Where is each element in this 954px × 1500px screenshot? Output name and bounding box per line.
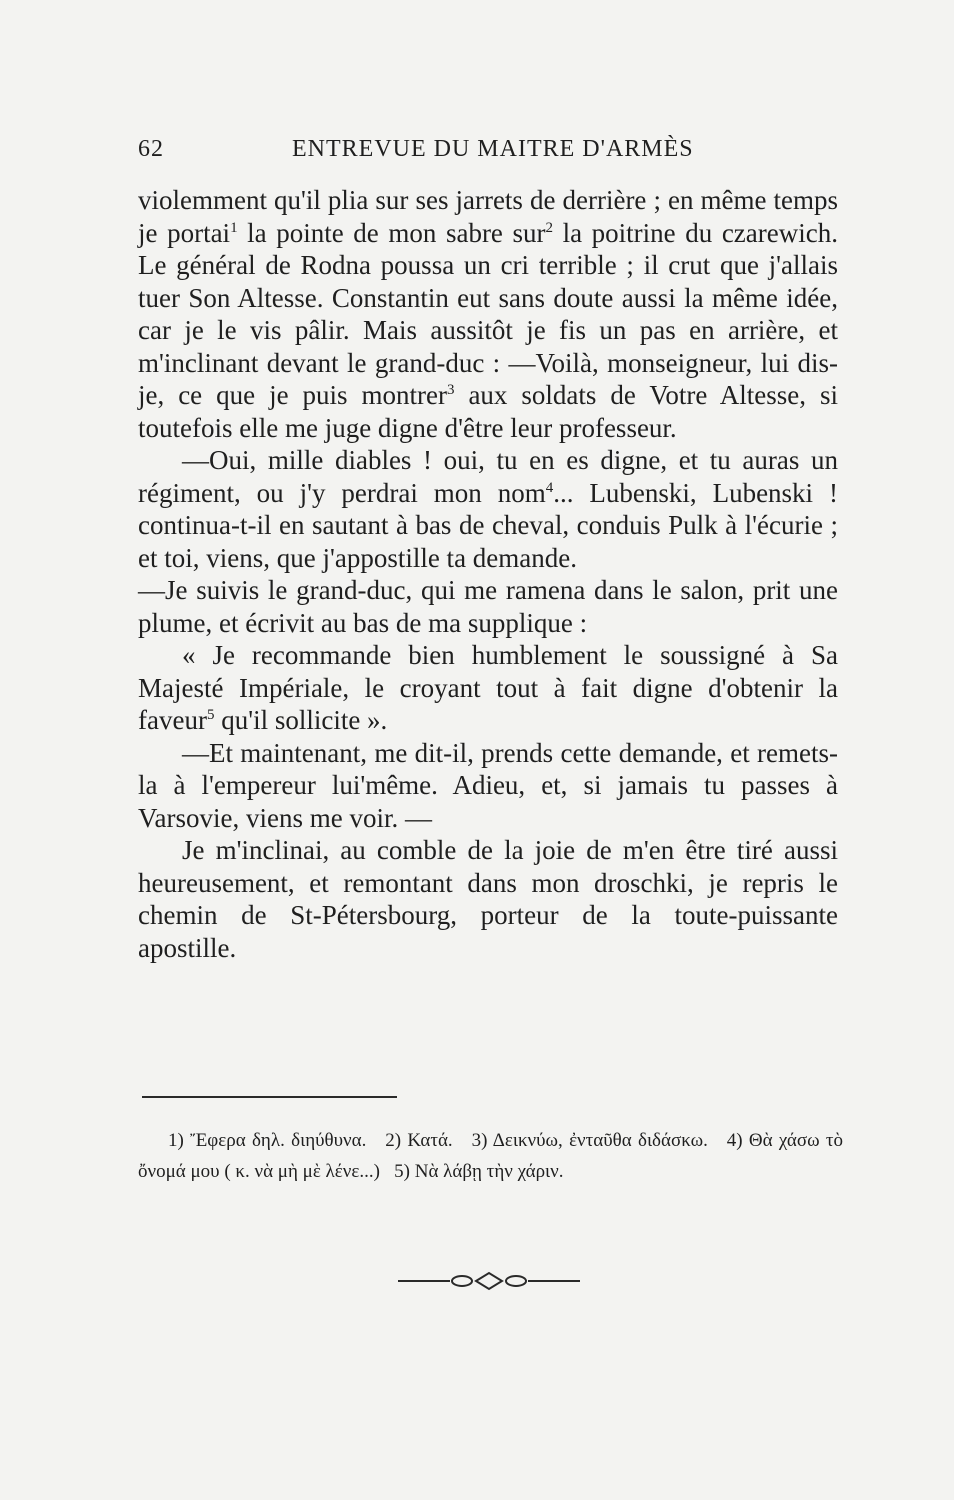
ornament-divider <box>398 1270 580 1292</box>
paragraph-1: violemment qu'il plia sur ses jarrets de derrière ; en même temps je portai$^1$ la pointe de mon sabre sur$^2$ la poitrine du czarewich. Le général de Rodna poussa un cri terrible ; il crut que j'allais tuer Son Altesse. Constantin eut sans doute aussi la même idée, car je le vis pâlir. Mais aussitôt je fis un pas en arrière, et m'inclinant devant le grand-duc : —Voilà, monseigneur, lui dis-je, ce que je puis montrer$^3$ aux soldats de Votre Altesse, si toutefois elle me juge digne d'être leur professeur. <box>138 185 839 443</box>
paragraph-6: Je m'inclinai, au comble de la joie de m'en être tiré aussi heureusement, et remontant dans mon droschki, je repris le chemin de St-Pétersbourg, porteur de la toute-puissante apostille. <box>138 835 838 963</box>
footnote-divider <box>142 1096 397 1098</box>
running-title: ENTREVUE DU MAITRE D'ARMÈS <box>292 136 694 162</box>
paragraph-4: « Je recommande bien humblement le soussigné à Sa Majesté Impériale, le croyant tout à fait digne d'obtenir la faveur$^5$ qu'il sollicite ». <box>138 640 838 735</box>
footnote-ref-2: 2 <box>545 219 554 236</box>
footnote-ref-5: 5 <box>206 707 215 723</box>
footnote-ref-1: 1 <box>230 219 238 236</box>
footnote: 4) Θὰ χάσω τὸ ὄνομά μου ( κ. νὰ μὴ μὲ λένε...) <box>138 1130 844 1182</box>
footnote: 5) Νὰ λάβῃ τὴν χάριν. <box>394 1161 564 1182</box>
body-text <box>138 184 838 964</box>
footnote: 3) Δεικνύω, ἐνταῦθα διδάσκω. <box>471 1130 708 1151</box>
footnote: 2) Κατά. <box>385 1130 453 1151</box>
paragraph-5: —Et maintenant, me dit-il, prends cette demande, et remets-la à l'empereur lui'même. Adieu, et, si jamais tu passes à Varsovie, viens me voir. — <box>138 737 838 833</box>
page-number: 62 <box>138 136 164 162</box>
paragraph-3: —Je suivis le grand-duc, qui me ramena dans le salon, prit une plume, et écrivit au bas de ma supplique : <box>138 575 838 638</box>
footnote: 1) Ἔφερα δηλ. διηύθυνα. <box>168 1130 367 1151</box>
footnotes <box>138 1125 843 1187</box>
paragraph-2: —Oui, mille diables ! oui, tu en es digne, et tu auras un régiment, ou j'y perdrai mon nom$^4$... Lubenski, Lubenski ! continua-t-il en sautant à bas de cheval, conduis Pulk à l'écurie ; et toi, viens, que j'appostille ta demande. <box>138 445 838 573</box>
page-header <box>138 136 838 170</box>
footnote-ref-4: 4 <box>545 479 554 496</box>
footnote-ref-3: 3 <box>446 382 455 398</box>
